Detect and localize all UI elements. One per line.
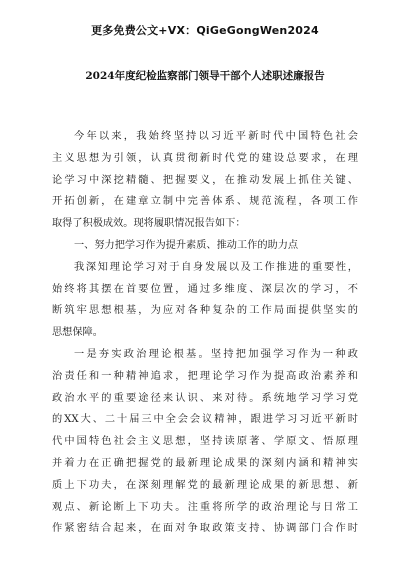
body-line: 作紧密结合起来，在面对争取政策支持、协调部门合作时 <box>52 523 358 535</box>
document-body <box>52 126 358 540</box>
document-title: 2024年度纪检监察部门领导干部个人述职述廉报告 <box>85 70 325 82</box>
body-line: 始终将其摆在首要位置，通过多维度、深层次的学习，不 <box>52 283 358 295</box>
body-line: 一、努力把学习作为提升素质、推动工作的助力点 <box>74 239 299 251</box>
body-line: 今年以来，我始终坚持以习近平新时代中国特色社会 <box>74 131 358 142</box>
body-line: 思想保障。 <box>52 327 103 339</box>
body-line: 论学习中深挖精髓、把握要义，在推动发展上抓住关键、 <box>52 174 358 186</box>
body-line: 治责任和一种精神追求，把理论学习作为提高政治素养和 <box>52 370 358 382</box>
body-line: 观点、新论断上下功夫。注重将所学的政治理论与日常工 <box>52 501 358 513</box>
body-line: 我深知理论学习对于自身发展以及工作推进的重要性， <box>74 261 358 273</box>
body-line: 质上下功夫，在深刻理解党的最新理论成果的新思想、新 <box>52 479 358 491</box>
body-line: 取得了积极成效。现将履职情况报告如下： <box>52 218 246 230</box>
body-line: 代中国特色社会主义思想，坚持读原著、学原文、悟原理 <box>52 436 358 448</box>
body-line: 政治水平的重要途径来认识、来对待。系统地学习学习党 <box>52 392 358 404</box>
body-line: 并着力在正确把握党的最新理论成果的深刻内涵和精神实 <box>52 457 358 469</box>
body-line: 的XX大、二十届三中全会会议精神，跟进学习习近平新时 <box>52 414 358 426</box>
body-line: 主义思想为引领，认真贯彻新时代党的建设总要求，在理 <box>52 152 358 164</box>
body-line: 一是夯实政治理论根基。坚持把加强学习作为一种政 <box>74 348 358 360</box>
body-line: 开拓创新，在建章立制中完善体系、规范流程，各项工作 <box>52 196 358 208</box>
body-line: 断筑牢思想根基，为应对各种复杂的工作局面提供坚实的 <box>52 305 358 317</box>
promo-banner: 更多免费公文+VX：QiGeGongWen2024 <box>91 24 319 37</box>
